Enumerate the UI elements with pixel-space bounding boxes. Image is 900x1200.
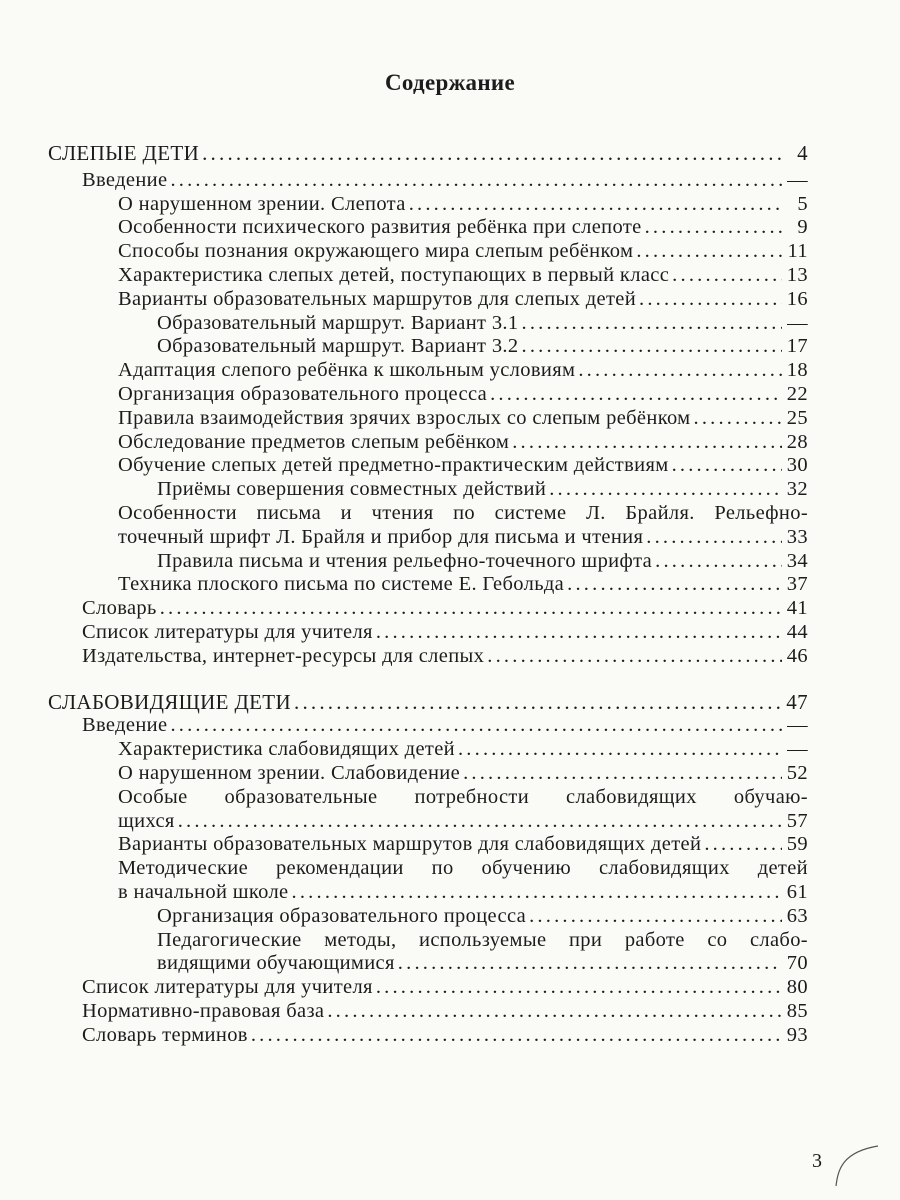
toc-entry-title: Правила взаимодействия зрячих взрослых со слепым ребёнком <box>118 406 691 429</box>
toc-entry <box>48 264 808 288</box>
toc-entry-title: в начальной школе <box>118 880 289 903</box>
toc-entry <box>48 216 808 240</box>
toc-page-number: 63 <box>786 904 808 927</box>
toc-page-number: 80 <box>786 976 808 999</box>
toc-page-number: 30 <box>786 454 808 477</box>
toc-page-number: 41 <box>786 597 808 620</box>
toc-entry <box>48 335 808 359</box>
dot-leader <box>578 359 782 383</box>
toc-page-number: 85 <box>786 999 808 1022</box>
toc-entry-title: Издательства, интернет-ресурсы для слепых <box>82 644 485 667</box>
toc-page-number: 9 <box>797 216 808 239</box>
toc-entry <box>48 550 808 574</box>
toc-page-number: 22 <box>786 382 808 405</box>
toc-entry <box>48 597 808 621</box>
dot-leader <box>458 738 782 762</box>
toc-entry-title: Характеристика слепых детей, поступающих в первый класс <box>118 263 670 286</box>
toc-page-number: 17 <box>786 335 808 358</box>
toc-entry <box>48 1024 808 1048</box>
dot-leader <box>694 407 783 431</box>
toc-page-number: 59 <box>786 833 808 856</box>
toc-entry <box>48 810 808 834</box>
toc-entry-title: видящими обучающимися <box>157 952 395 975</box>
toc-entry <box>48 952 808 976</box>
toc-entry <box>48 786 808 810</box>
dot-leader <box>522 312 782 336</box>
toc-entry-title: Характеристика слабовидящих детей <box>118 738 455 761</box>
toc-entry-title: Нормативно-правовая база <box>82 999 325 1022</box>
toc-entry <box>48 621 808 645</box>
dot-leader <box>327 1000 782 1024</box>
toc-page-number: 44 <box>786 620 808 643</box>
dot-leader <box>655 550 782 574</box>
dot-leader <box>487 645 782 669</box>
dot-leader <box>463 762 782 786</box>
toc-entry <box>48 833 808 857</box>
dot-leader <box>170 714 782 738</box>
toc-page-number: 5 <box>797 192 808 215</box>
toc-entry <box>48 976 808 1000</box>
toc-page-number: 32 <box>786 478 808 501</box>
toc-page-number: — <box>787 714 808 737</box>
toc-page-number: — <box>787 168 808 191</box>
toc-entry-title: щихся <box>118 809 175 832</box>
toc-entry-title: точечный шрифт Л. Брайля и прибор для письма и чтения <box>118 525 644 548</box>
dot-leader <box>202 142 782 166</box>
toc-entry <box>48 407 808 431</box>
page-title: Содержание <box>385 70 515 95</box>
dot-leader <box>490 383 782 407</box>
toc-section-heading <box>48 691 808 715</box>
dot-leader <box>409 193 782 217</box>
dot-leader <box>512 431 782 455</box>
toc-entry <box>48 857 808 881</box>
toc-entry <box>48 193 808 217</box>
dot-leader <box>639 288 782 312</box>
toc-page-number: 93 <box>786 1023 808 1046</box>
dot-leader <box>398 952 782 976</box>
toc-page-number: 16 <box>786 287 808 310</box>
toc-entry-title: Словарь <box>82 597 157 620</box>
toc-entry <box>48 359 808 383</box>
toc-page-number: 70 <box>786 952 808 975</box>
toc-page-number: 57 <box>786 809 808 832</box>
toc-page-number: 25 <box>786 406 808 429</box>
toc-entry-title: Введение <box>82 168 168 191</box>
dot-leader <box>567 573 782 597</box>
dot-leader <box>529 905 782 929</box>
dot-leader <box>645 216 782 240</box>
dot-leader <box>251 1024 782 1048</box>
toc-entry-title: Особенности психического развития ребёнка при слепоте <box>118 216 642 239</box>
toc-page-number: 13 <box>786 263 808 286</box>
toc-entry-title: Варианты образовательных маршрутов для слепых детей <box>118 287 637 310</box>
toc-entry-title: СЛАБОВИДЯЩИЕ ДЕТИ <box>48 689 291 714</box>
toc-entry-title: Методические рекомендации по обучению слабовидящих детей <box>118 857 808 880</box>
toc-entry-title: Обучение слепых детей предметно-практическим действиям <box>118 454 669 477</box>
toc-entry <box>48 645 808 669</box>
dot-leader <box>522 335 782 359</box>
toc-page-number: 61 <box>786 880 808 903</box>
dot-leader <box>672 454 782 478</box>
toc-entry <box>48 714 808 738</box>
toc-page-number: — <box>787 311 808 334</box>
page-corner-curl-icon <box>832 1140 882 1190</box>
toc-page-number: 37 <box>786 573 808 596</box>
toc-entry-title: Способы познания окружающего мира слепым ребёнком <box>118 240 634 263</box>
toc-page-number: 33 <box>786 525 808 548</box>
toc-page-number: 52 <box>786 761 808 784</box>
toc-entry <box>48 762 808 786</box>
toc-entry-title: Обследование предметов слепым ребёнком <box>118 430 510 453</box>
dot-leader <box>376 976 782 1000</box>
page-number: 3 <box>812 1150 822 1172</box>
toc-entry-title: Образовательный маршрут. Вариант 3.1 <box>157 311 519 334</box>
toc-page-number: 47 <box>786 689 808 714</box>
toc-entry <box>48 881 808 905</box>
toc-page-number: 4 <box>797 141 808 165</box>
toc-entry <box>48 738 808 762</box>
toc-entry <box>48 288 808 312</box>
toc-entry-title: СЛЕПЫЕ ДЕТИ <box>48 141 200 165</box>
toc-entry-title: Техника плоского письма по системе Е. Гебольда <box>118 573 565 596</box>
toc-entry-title: Приёмы совершения совместных действий <box>157 478 547 501</box>
toc-entry-title: Список литературы для учителя <box>82 976 373 999</box>
dot-leader <box>178 810 782 834</box>
toc-entry-title: О нарушенном зрении. Слабовидение <box>118 761 461 784</box>
toc-entry-title: Список литературы для учителя <box>82 620 373 643</box>
dot-leader <box>549 478 782 502</box>
toc-entry-title: Словарь терминов <box>82 1023 248 1046</box>
dot-leader <box>292 881 782 905</box>
toc-entry-title: Правила письма и чтения рельефно-точечного шрифта <box>157 549 653 572</box>
toc-entry <box>48 454 808 478</box>
toc-entry <box>48 929 808 953</box>
toc-entry-title: Введение <box>82 714 168 737</box>
toc-entry <box>48 431 808 455</box>
toc-entry <box>48 1000 808 1024</box>
toc-entry-title: Образовательный маршрут. Вариант 3.2 <box>157 335 519 358</box>
toc-page-number: 28 <box>786 430 808 453</box>
toc-entry <box>48 478 808 502</box>
toc-entry <box>48 312 808 336</box>
toc-entry-title: Организация образовательного процесса <box>118 382 488 405</box>
toc-page-number: 11 <box>787 240 808 263</box>
table-of-contents <box>48 142 808 1047</box>
toc-page-number: — <box>787 738 808 761</box>
dot-leader <box>672 264 782 288</box>
toc-section-heading <box>48 142 808 166</box>
toc-entry <box>48 526 808 550</box>
toc-page-number: 46 <box>786 644 808 667</box>
toc-entry-title: Организация образовательного процесса <box>157 904 527 927</box>
dot-leader <box>646 526 782 550</box>
dot-leader <box>636 240 782 264</box>
dot-leader <box>294 691 782 715</box>
dot-leader <box>170 169 782 193</box>
toc-page-number: 18 <box>786 359 808 382</box>
toc-entry <box>48 240 808 264</box>
toc-entry-title: Адаптация слепого ребёнка к школьным условиям <box>118 359 576 382</box>
toc-entry <box>48 383 808 407</box>
toc-entry-title: Особенности письма и чтения по системе Л. Брайля. Рельефно- <box>118 501 808 524</box>
toc-entry <box>48 573 808 597</box>
toc-entry-title: О нарушенном зрении. Слепота <box>118 192 406 215</box>
toc-entry-title: Особые образовательные потребности слабовидящих обучаю- <box>118 785 808 808</box>
toc-entry-title: Варианты образовательных маршрутов для слабовидящих детей <box>118 833 702 856</box>
toc-entry <box>48 169 808 193</box>
toc-entry <box>48 905 808 929</box>
toc-entry-title: Педагогические методы, используемые при работе со слабо- <box>157 928 808 951</box>
toc-page-number: 34 <box>786 549 808 572</box>
dot-leader <box>376 621 782 645</box>
dot-leader <box>704 833 782 857</box>
dot-leader <box>160 597 782 621</box>
toc-entry <box>48 502 808 526</box>
